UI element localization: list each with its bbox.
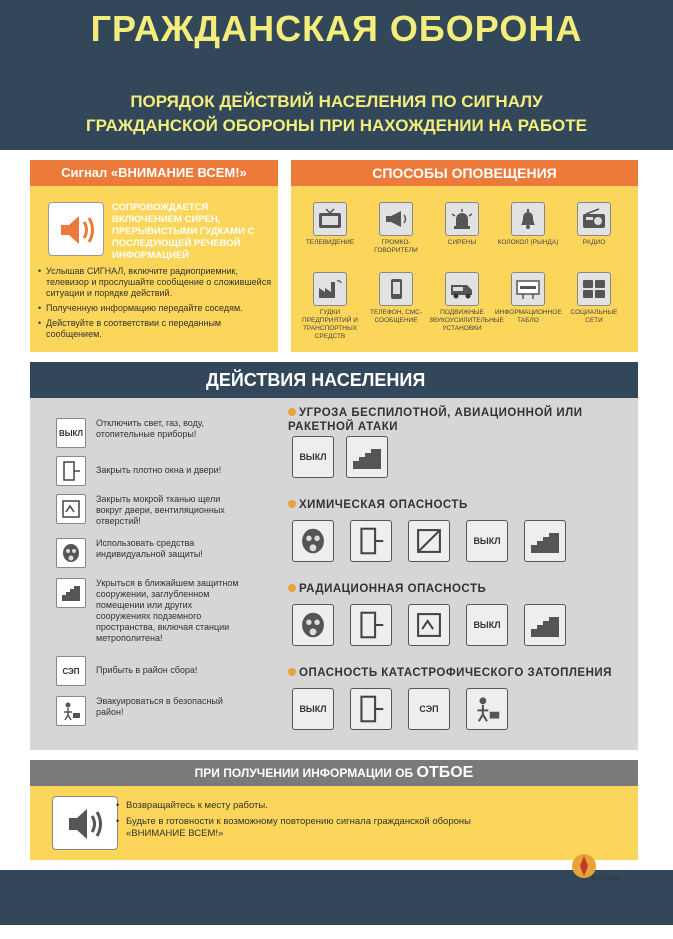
method-board	[495, 272, 561, 325]
loudspeaker-icon	[379, 202, 413, 236]
shelter-icon	[56, 578, 86, 608]
signal-instructions	[38, 266, 274, 344]
seal-gaps-icon	[56, 494, 86, 524]
method-label: СИРЕНЫ	[447, 239, 477, 246]
power-off-icon: ВЫКЛ	[466, 604, 508, 646]
cancel-panel	[30, 786, 638, 860]
cancel-header: ПРИ ПОЛУЧЕНИИ ИНФОРМАЦИИ ОБ ОТБОЕ	[30, 760, 638, 786]
threat-title-radiation: РАДИАЦИОННАЯ ОПАСНОСТЬ	[288, 582, 486, 596]
siren-icon	[445, 202, 479, 236]
radio-icon	[577, 202, 611, 236]
method-label: ГРОМКО-ГОВОРИТЕЛИ	[374, 239, 418, 254]
subtitle-line-1: ПОРЯДОК ДЕЙСТВИЙ НАСЕЛЕНИЯ ПО СИГНАЛУ	[130, 92, 543, 111]
list-item: • Действуйте в соответствии с переданным сообщением.	[38, 318, 274, 340]
method-factory	[297, 272, 363, 341]
seal-gaps-icon	[408, 520, 450, 562]
seal-gaps-icon	[408, 604, 450, 646]
threat-title-flood: ОПАСНОСТЬ КАТАСТРОФИЧЕСКОГО ЗАТОПЛЕНИЯ	[288, 666, 612, 680]
close-door-icon	[350, 688, 392, 730]
action-text: Прибыть в район сбора!	[96, 665, 198, 675]
method-siren	[429, 202, 495, 247]
phone-icon	[379, 272, 413, 306]
method-label: КОЛОКОЛ (РЫНДА)	[497, 239, 559, 246]
gas-mask-icon	[292, 604, 334, 646]
signal-header: Сигнал «ВНИМАНИЕ ВСЕМ!»	[30, 160, 278, 186]
action-text: Отключить свет, газ, воду, отопительные приборы!	[96, 418, 204, 439]
list-item: • Услышав СИГНАЛ, включите радиоприемник, телевизор и прослушайте сообщение о сложившейся ситуации и порядке действий.	[38, 266, 274, 299]
list-item: • Полученную информацию передайте соседям.	[38, 303, 274, 314]
method-social	[561, 272, 627, 325]
list-item: • Будьте в готовности к возможному повторению сигнала гражданской обороны «ВНИМАНИЕ ВСЕМ!»	[116, 816, 516, 840]
factory-icon	[313, 272, 347, 306]
actions-header: ДЕЙСТВИЯ НАСЕЛЕНИЯ	[30, 362, 638, 398]
board-icon	[511, 272, 545, 306]
close-door-icon	[350, 520, 392, 562]
method-van	[429, 272, 504, 333]
bullet-dot	[288, 408, 296, 416]
shelter-icon	[524, 604, 566, 646]
social-icon	[577, 272, 611, 306]
method-label: ПОДВИЖНЫЕ ЗВУКОУСИЛИТЕЛЬНЫЕ УСТАНОВКИ	[429, 309, 504, 332]
bullet-dot	[288, 500, 296, 508]
list-item: • Возвращайтесь к месту работы.	[116, 800, 516, 812]
method-tv	[297, 202, 363, 247]
emblem-icon	[568, 842, 638, 890]
assembly-point-icon: СЭП	[408, 688, 450, 730]
gas-mask-icon	[56, 538, 86, 568]
van-icon	[445, 272, 479, 306]
power-off-icon: ВЫКЛ	[292, 688, 334, 730]
cancel-instructions	[116, 800, 516, 844]
actions-panel	[30, 398, 638, 750]
signal-panel	[30, 186, 278, 352]
shelter-icon	[346, 436, 388, 478]
assembly-point-icon: СЭП	[56, 656, 86, 686]
signal-description: СОПРОВОЖДАЕТСЯ ВКЛЮЧЕНИЕМ СИРЕН, ПРЕРЫВИСТЫМИ ГУДКАМИ С ПОСЛЕДУЮЩЕЙ РЕЧЕВОЙ ИНФОРМАЦИЕЙ	[112, 202, 255, 261]
close-door-icon	[350, 604, 392, 646]
method-label: РАДИО	[582, 239, 606, 246]
shelter-icon	[524, 520, 566, 562]
speaker-icon	[48, 202, 104, 256]
power-off-icon: ВЫКЛ	[56, 418, 86, 448]
method-phone	[363, 272, 429, 325]
evacuate-icon	[466, 688, 508, 730]
gas-mask-icon	[292, 520, 334, 562]
method-bell	[495, 202, 561, 247]
threat-title-chemical: ХИМИЧЕСКАЯ ОПАСНОСТЬ	[288, 498, 468, 512]
action-text: Закрыть мокрой тканью щели вокруг двери, вентиляционных отверстий!	[96, 494, 225, 526]
emblem-label: МЧС России	[591, 876, 621, 882]
power-off-icon: ВЫКЛ	[466, 520, 508, 562]
action-text: Закрыть плотно окна и двери!	[96, 465, 222, 475]
subtitle-line-2: ГРАЖДАНСКОЙ ОБОРОНЫ ПРИ НАХОЖДЕНИИ НА РАБОТЕ	[85, 116, 588, 135]
close-door-icon	[56, 456, 86, 486]
action-text: Эвакуироваться в безопасный район!	[96, 696, 223, 717]
page-title: ГРАЖДАНСКАЯ ОБОРОНА	[90, 8, 583, 49]
method-label: ИНФОРМАЦИОННОЕ ТАБЛО	[495, 309, 562, 324]
bullet-dot	[288, 584, 296, 592]
threat-title-air-attack: УГРОЗА БЕСПИЛОТНОЙ, АВИАЦИОННОЙ ИЛИ РАКЕТНОЙ АТАКИ	[288, 407, 583, 433]
methods-header: СПОСОБЫ ОПОВЕЩЕНИЯ	[291, 160, 638, 186]
method-label: СОЦИАЛЬНЫЕ СЕТИ	[570, 309, 618, 324]
bell-icon	[511, 202, 545, 236]
power-off-icon: ВЫКЛ	[292, 436, 334, 478]
method-radio	[561, 202, 627, 247]
action-text: Укрыться в ближайшем защитном сооружении, заглубленном помещении или других сооружениях подземного пространства, включая станции метрополитена!	[96, 578, 239, 643]
tv-icon	[313, 202, 347, 236]
bullet-dot	[288, 668, 296, 676]
methods-panel	[291, 186, 638, 352]
action-text: Использовать средства индивидуальной защиты!	[96, 538, 203, 559]
method-loudspeaker	[363, 202, 429, 255]
header-banner	[0, 0, 673, 150]
evacuate-icon	[56, 696, 86, 726]
method-label: ТЕЛЕВИДЕНИЕ	[305, 239, 355, 246]
method-label: ГУДКИ ПРЕДПРИЯТИЙ И ТРАНСПОРТНЫХ СРЕДСТВ	[302, 309, 358, 340]
page-subtitle	[20, 90, 653, 138]
speaker-icon	[52, 796, 118, 850]
method-label: ТЕЛЕФОН, СМС-СООБЩЕНИЕ	[369, 309, 423, 324]
